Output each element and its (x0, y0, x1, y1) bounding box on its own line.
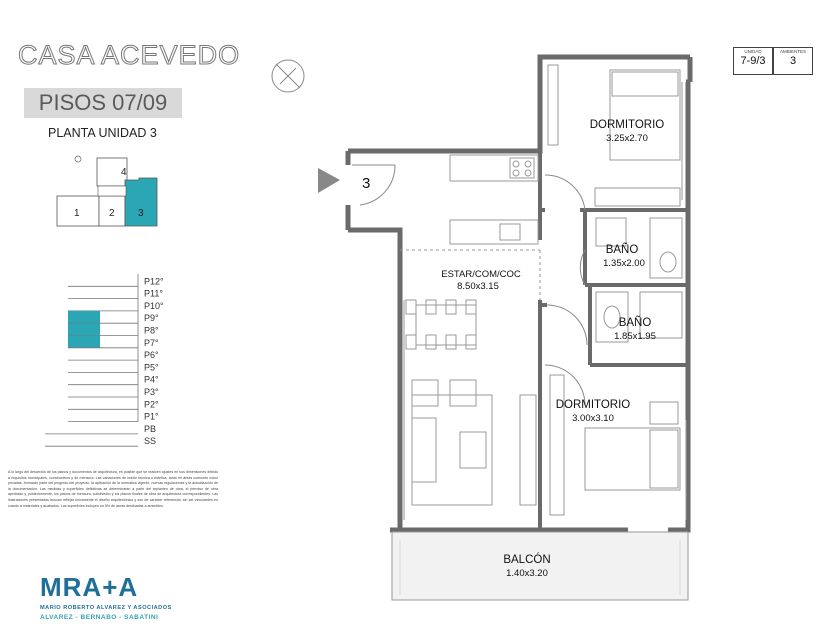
room-name-balcony: BALCÓN (503, 554, 551, 566)
room-dims-bedroom-2: 3.00x3.10 (572, 413, 614, 424)
entry-number: 3 (362, 175, 371, 192)
kitchen-fixtures (450, 155, 538, 244)
section-floor-label: P10° (144, 300, 164, 311)
disclaimer-text: A lo largo del desarrollo de los planos y documentos de arquitectura, es posible que se realicen ajustes en sus dimensiones debido a requisitos municipales, constructivos y de mensura. Las variaciones de índole técnica o estética, tanto en áreas comunes como privadas, formarán parte del progreso del proyecto, la aplicación de la normativa vigente, nuevas regulaciones y la actualización de la documentación. Las medidas y superficies definitivas se determinarán a partir del replanteo de obra, el permiso de obra aprobado y, posteriormente, los planos de mensura, subdivisión y los planos finales de obra de arquitectura correspondientes. Las ilustraciones presentadas buscan reflejar únicamente el diseño arquitectónico y son de carácter referencial, sin ser vinculantes en cuanto a materiales y acabados. Las superficies incluyen un 5% de áreas destinadas a amenities. (8, 470, 218, 508)
entry-arrow-icon (318, 168, 340, 193)
rooms-count-value: 3 (789, 55, 797, 67)
section-floor-label: P2° (144, 399, 159, 410)
unit-number-label: UNIDAD (744, 49, 762, 54)
key-unit-1-label: 1 (74, 208, 80, 219)
room-dims-bath-2: 1.85x1.95 (614, 331, 656, 342)
room-name-bath-1: BAÑO (605, 244, 639, 256)
section-floor-label: P1° (144, 411, 159, 422)
key-unit-3-label: 3 (138, 208, 144, 219)
dining-table (406, 300, 476, 349)
section-floor-label: P7° (144, 337, 159, 348)
section-floor-label: P11° (144, 288, 163, 299)
floors-banner: PISOS 07/09 (24, 88, 182, 118)
bath2-door (547, 305, 587, 345)
brand-logo-line1: MARIO ROBERTO ALVAREZ Y ASOCIADOS (40, 605, 172, 611)
section-floor-label: P4° (144, 374, 159, 385)
balcony-area (392, 532, 688, 600)
key-unit-4-label: 4 (121, 167, 127, 178)
room-name-bedroom-1: DORMITORIO (589, 119, 665, 131)
section-floor-label: P6° (144, 350, 159, 361)
bedroom1-door (545, 175, 585, 210)
room-dims-bedroom-1: 3.25x2.70 (606, 133, 648, 144)
room-name-bath-2: BAÑO (618, 317, 652, 329)
rooms-count-label: AMBIENTES (779, 49, 806, 54)
room-dims-bath-1: 1.35x2.00 (603, 258, 645, 269)
key-unit-2-label: 2 (109, 208, 115, 219)
plan-subtitle: PLANTA UNIDAD 3 (48, 126, 157, 140)
project-title: CASA ACEVEDO (18, 40, 241, 70)
section-floor-label: PB (144, 423, 157, 434)
brand-logo: MRA+A (40, 572, 139, 602)
room-dims-living: 8.50x3.15 (457, 281, 499, 292)
living-furniture (412, 380, 536, 505)
bedroom2-bed (550, 375, 680, 515)
room-dims-balcony: 1.40x3.20 (506, 568, 548, 579)
north-arrow-icon (272, 60, 304, 92)
unit-number-value: 7-9/3 (740, 55, 766, 67)
room-name-living: ESTAR/COM/COC (441, 269, 521, 280)
room-name-bedroom-2: DORMITORIO (555, 399, 631, 411)
section-floor-label: SS (144, 436, 157, 447)
brand-logo-line2: ALVAREZ - BERNABO - SABATINI (40, 614, 159, 621)
section-floor-label: P5° (144, 362, 159, 373)
section-floor-label: P9° (144, 313, 159, 324)
section-floor-label: P3° (144, 387, 159, 397)
section-floor-label: P12° (144, 276, 164, 287)
section-floor-label: P8° (144, 325, 159, 336)
